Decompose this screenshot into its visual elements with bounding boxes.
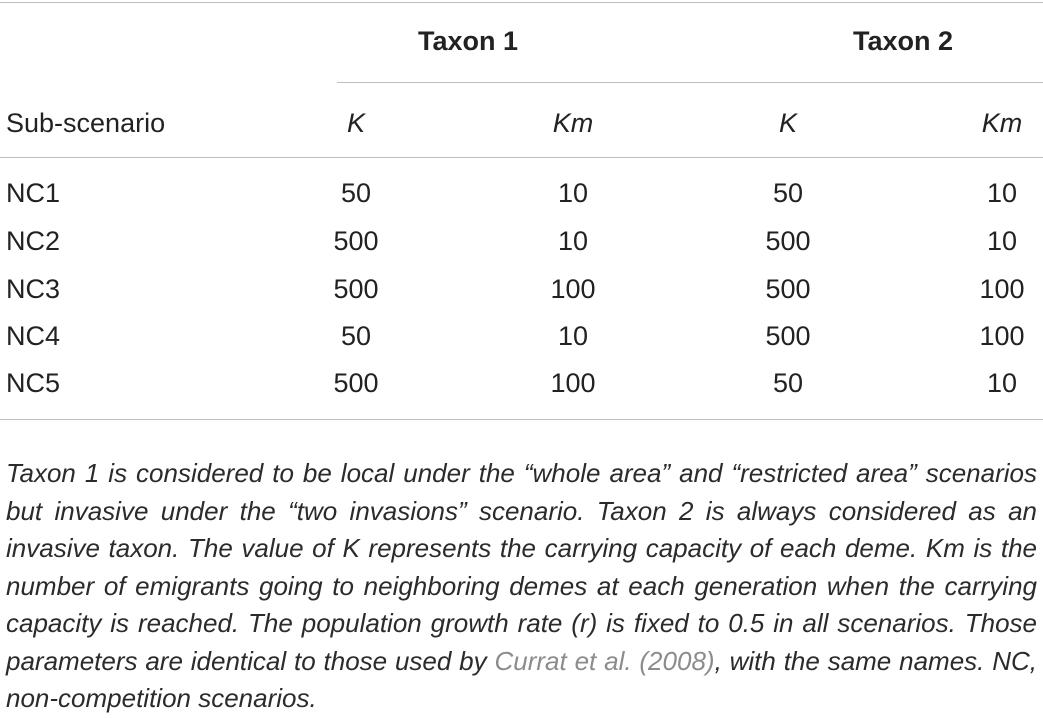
table-cell: 500 — [333, 226, 379, 256]
caption-text-end: , with the same names. NC, non-competition scenarios. — [6, 645, 1037, 713]
table-cell: 10 — [557, 321, 589, 351]
table-cell: 500 — [333, 274, 379, 304]
group-header-taxon-2: Taxon 2 — [852, 26, 954, 56]
table-bottom-rule — [0, 419, 1043, 420]
group-header-taxon-1: Taxon 1 — [417, 26, 519, 56]
table-cell: 50 — [772, 368, 804, 398]
table-cell: 500 — [333, 368, 379, 398]
table-cell: 100 — [979, 274, 1025, 304]
table-cell: 500 — [765, 226, 811, 256]
table-cell: 10 — [986, 178, 1018, 208]
row-label: NC2 — [6, 226, 61, 256]
table-cell: 500 — [765, 321, 811, 351]
table-cell: 500 — [765, 274, 811, 304]
row-header-sub-scenario: Sub-scenario — [6, 108, 166, 138]
row-label: NC3 — [6, 274, 61, 304]
table-cell: 100 — [979, 321, 1025, 351]
row-label: NC4 — [6, 321, 61, 351]
table-cell: 50 — [340, 178, 372, 208]
table-cell: 50 — [340, 321, 372, 351]
table-cell: 10 — [557, 178, 589, 208]
row-label: NC5 — [6, 368, 61, 398]
col-header-taxon1-km: Km — [552, 108, 594, 138]
table-cell: 100 — [550, 368, 596, 398]
table-cell: 10 — [557, 226, 589, 256]
group-header-rule — [337, 82, 1043, 83]
table-cell: 100 — [550, 274, 596, 304]
table-cell: 10 — [986, 368, 1018, 398]
table-caption — [6, 455, 1037, 718]
col-header-taxon2-km: Km — [981, 108, 1023, 138]
reference-link[interactable]: Currat et al. (2008) — [494, 645, 715, 676]
header-rule — [0, 157, 1043, 158]
caption-text: Taxon 1 is considered to be local under the “whole area” and “restricted area” scenarios but invasive under the “two invasions” scenario. Taxon 2 is always considered as an invasive taxon. The value of K represents the carrying capacity of each deme. Km is the number of emigrants going to neighboring demes at each generation when the carrying capacity is reached. The population growth rate (r) is fixed to 0.5 in all scenarios. Those parameters are identical to those used by — [6, 458, 1037, 676]
col-header-taxon2-k: K — [778, 108, 798, 138]
table-cell: 50 — [772, 178, 804, 208]
col-header-taxon1-k: K — [346, 108, 366, 138]
row-label: NC1 — [6, 178, 61, 208]
table-cell: 10 — [986, 226, 1018, 256]
table-top-rule — [0, 2, 1043, 3]
